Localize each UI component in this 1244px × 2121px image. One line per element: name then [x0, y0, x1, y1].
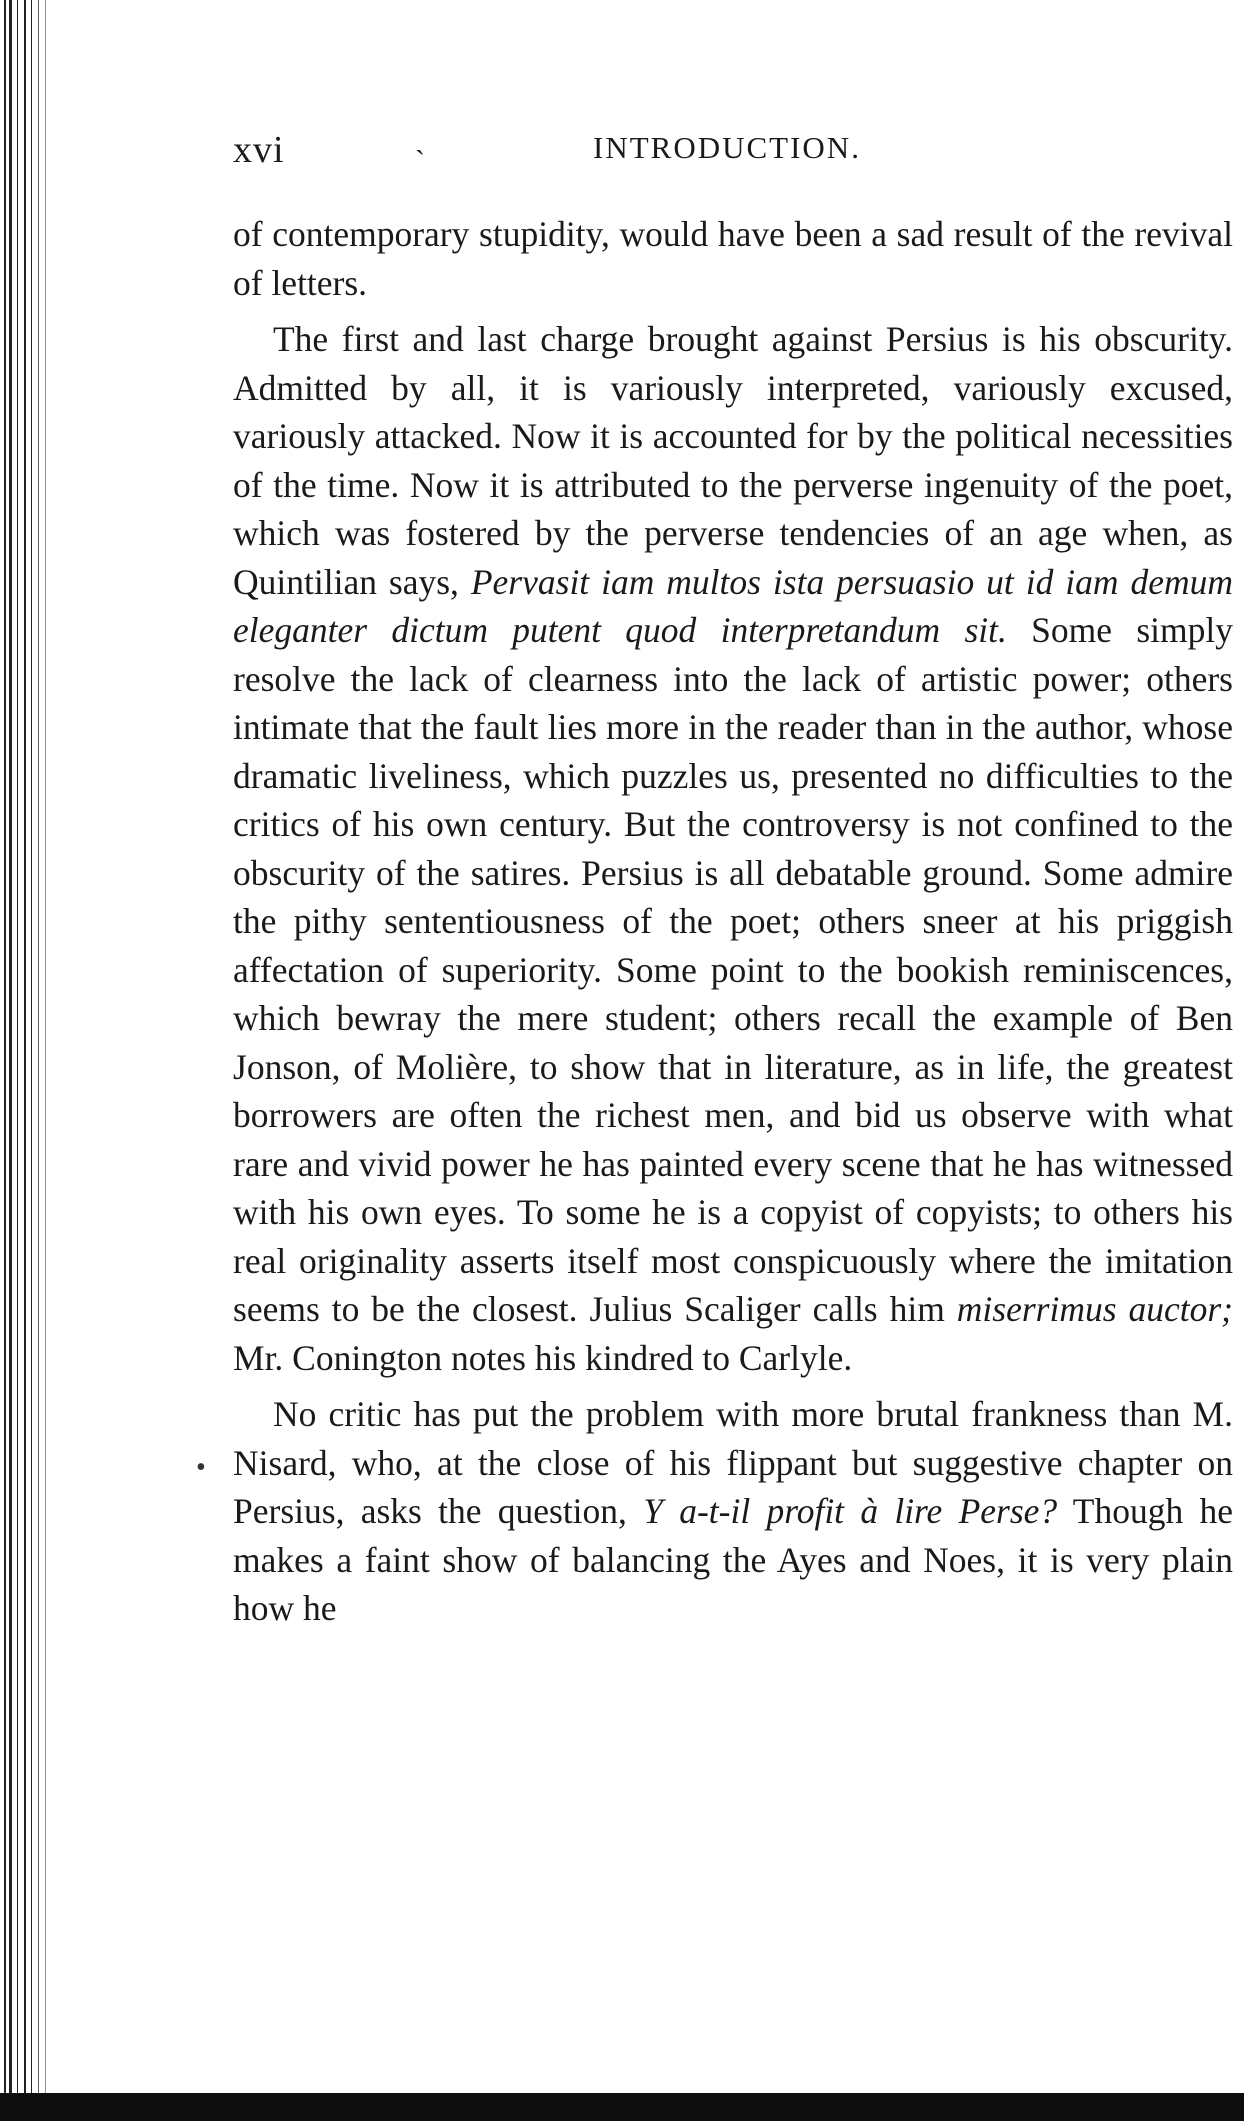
- text-run: Some simply resolve the lack of clearness into the lack of artistic power; others intimate that the fault lies more in the reader than in the author, whose dramatic liveliness, which puzzles us, presented no difficulties to the critics of his own century. But the controversy is not confined to the obscurity of the satires. Persius is all debatable ground. Some admire the pithy sententiousness of the poet; others sneer at his priggish affectation of superiority. Some point to the bookish reminiscences, which bewray the mere student; others recall the example of Ben Jonson, of Molière, to show that in literature, as in life, the greatest borrowers are often the richest men, and bid us observe with what rare and vivid power he has painted every scene that he has witnessed with his own eyes. To some he is a copyist of copyists; to others his real originality asserts itself most conspicuously where the imitation seems to be the closest. Julius Scaliger calls him: [233, 610, 1233, 1329]
- italic-run: Pervasit iam multos ista persuasio ut id iam demum eleganter dictum putent quod interpretandum sit.: [233, 561, 1233, 650]
- text-run: The first and last charge brought against Persius is his obscurity. Admitted by all, it is variously interpreted, variously excused, variously attacked. Now it is accounted for by the political necessities of the time. Now it is attributed to the perverse ingenuity of the poet, which was fostered by the perverse tendencies of an age when, as Quintilian says,: [233, 319, 1233, 602]
- running-title: INTRODUCTION.: [593, 130, 861, 165]
- text-run: of contemporary stupidity, would have been a sad result of the revival of letters.: [233, 214, 1233, 303]
- text-run: Though he makes a faint show of balancing the Ayes and Noes, it is very plain how he: [233, 1491, 1234, 1628]
- text-run: No critic has put the problem with more brutal frankness than M. Nisard, who, at the close of his flippant but suggestive chapter on Persius, asks the question,: [233, 1394, 1233, 1531]
- paragraph: [233, 210, 1233, 307]
- italic-run: miserrimus auctor;: [956, 1289, 1233, 1329]
- printer-mark: ˎ: [415, 122, 426, 155]
- text-run: Mr. Conington notes his kindred to Carlyle.: [233, 1337, 853, 1378]
- paragraph: [233, 1390, 1233, 1633]
- paragraph: [233, 315, 1233, 1382]
- binding-edge: [0, 0, 70, 2121]
- scan-edge-bottom: [0, 2093, 1244, 2121]
- page-body: [233, 210, 1233, 1633]
- page-header: [233, 122, 1233, 178]
- page-number: xvi: [233, 129, 285, 171]
- margin-mark: •: [196, 1452, 206, 1483]
- italic-run: Y a-t-il profit à lire Perse?: [643, 1491, 1058, 1531]
